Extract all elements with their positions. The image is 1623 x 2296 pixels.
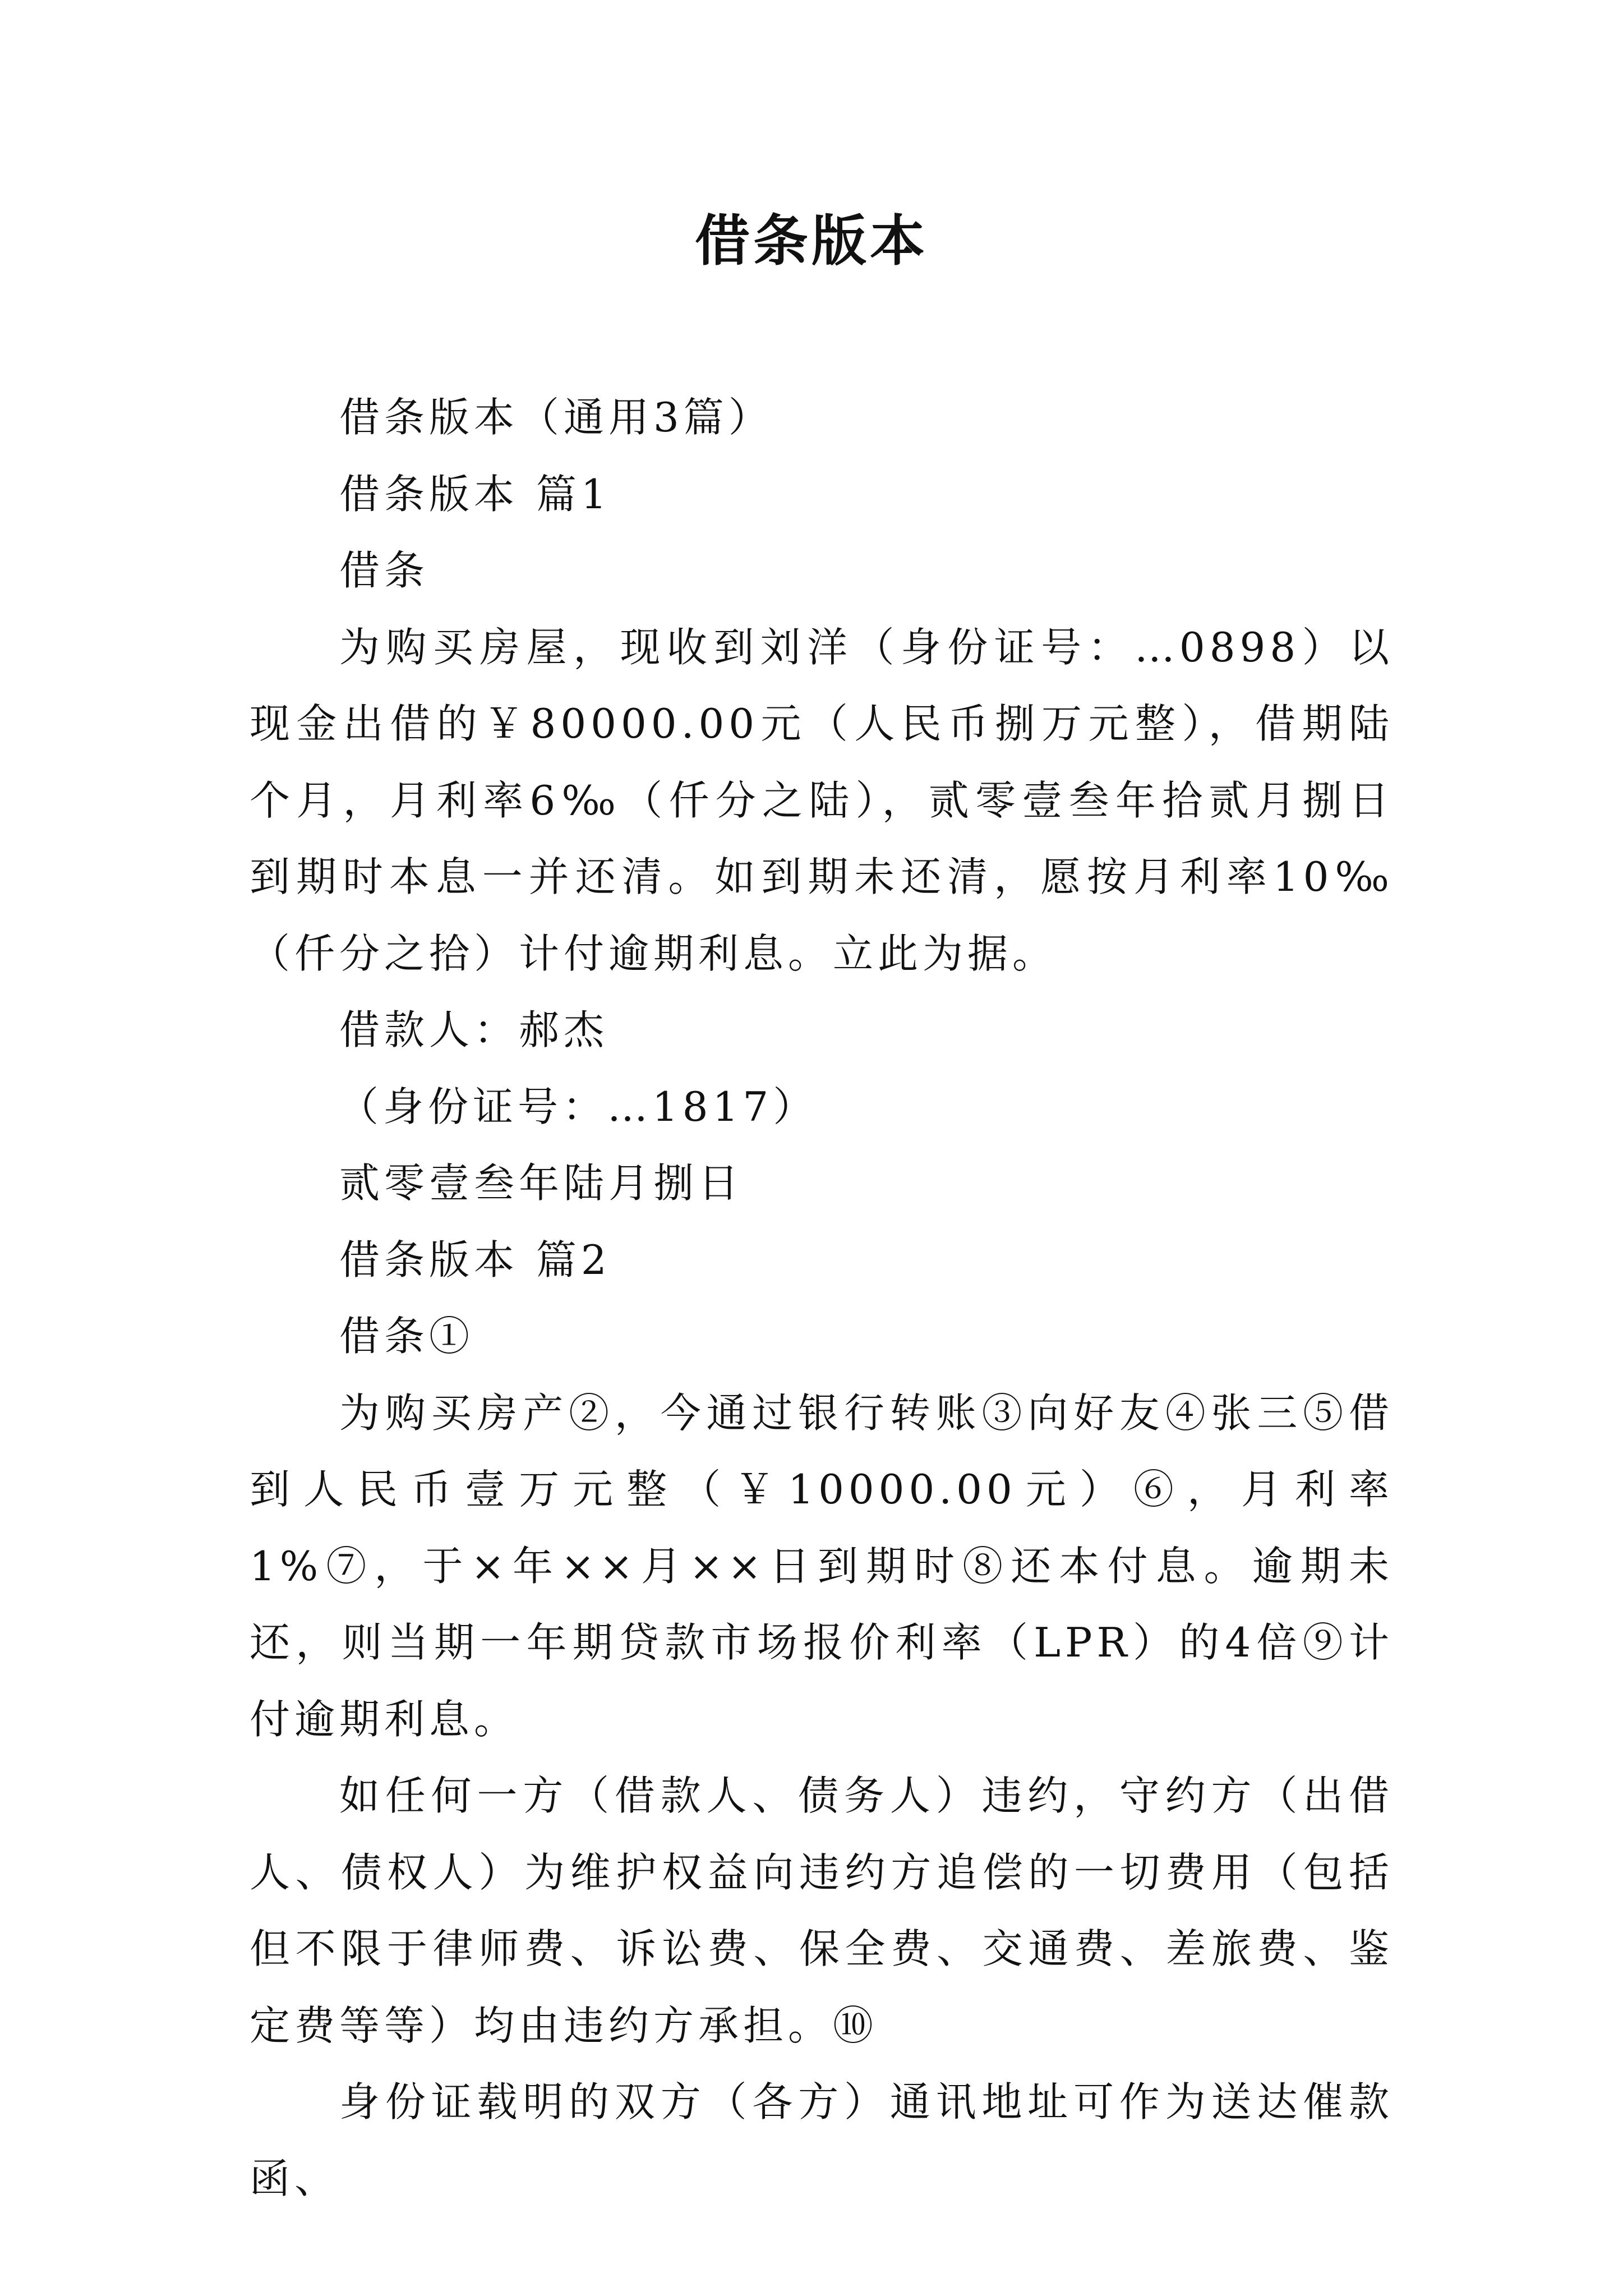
paragraph-borrower-id: （身份证号：…1817） [338, 1083, 818, 1130]
paragraph-iou-2-body: 为购买房产②，今通过银行转账③向好友④张三⑤借到人民币壹万元整（￥10000.00元）⑥，月利率1%⑦，于×年××月××日到期时⑧还本付息。逾期未还，则当期一年期贷款市场报价利率（LPR）的4倍⑨计付逾期利息。 [250, 1389, 1394, 1743]
paragraph-section-1-heading: 借条版本 篇1 [339, 470, 611, 518]
paragraph-iou-1-body: 为购买房屋，现收到刘洋（身份证号：…0898）以现金出借的￥80000.00元（人民币捌万元整），借期陆个月，月利率6‰（仟分之陆），贰零壹叁年拾贰月捌日到期时本息一并还清。如到期未还清，愿按月利率10‰（仟分之拾）计付逾期利息。立此为据。 [250, 623, 1394, 977]
paragraph-section-2-heading: 借条版本 篇2 [339, 1236, 611, 1283]
paragraph-address-clause: 身份证载明的双方（各方）通讯地址可作为送达催款函、 [250, 2078, 1394, 2202]
document-title: 借条版本 [694, 209, 928, 273]
document-body [250, 379, 1394, 2217]
paragraph-collection-heading: 借条版本（通用3篇） [339, 394, 773, 441]
paragraph-date: 贰零壹叁年陆月捌日 [339, 1159, 744, 1207]
paragraph-breach-clause: 如任何一方（借款人、债务人）违约，守约方（出借人、债权人）为维护权益向违约方追偿的一切费用（包括但不限于律师费、诉讼费、保全费、交通费、差旅费、鉴定费等等）均由违约方承担。⑩ [250, 1772, 1394, 2049]
paragraph-iou-label-2: 借条① [339, 1313, 474, 1360]
paragraph-iou-label-1: 借条 [339, 547, 430, 594]
paragraph-borrower: 借款人：郝杰 [339, 1006, 609, 1053]
